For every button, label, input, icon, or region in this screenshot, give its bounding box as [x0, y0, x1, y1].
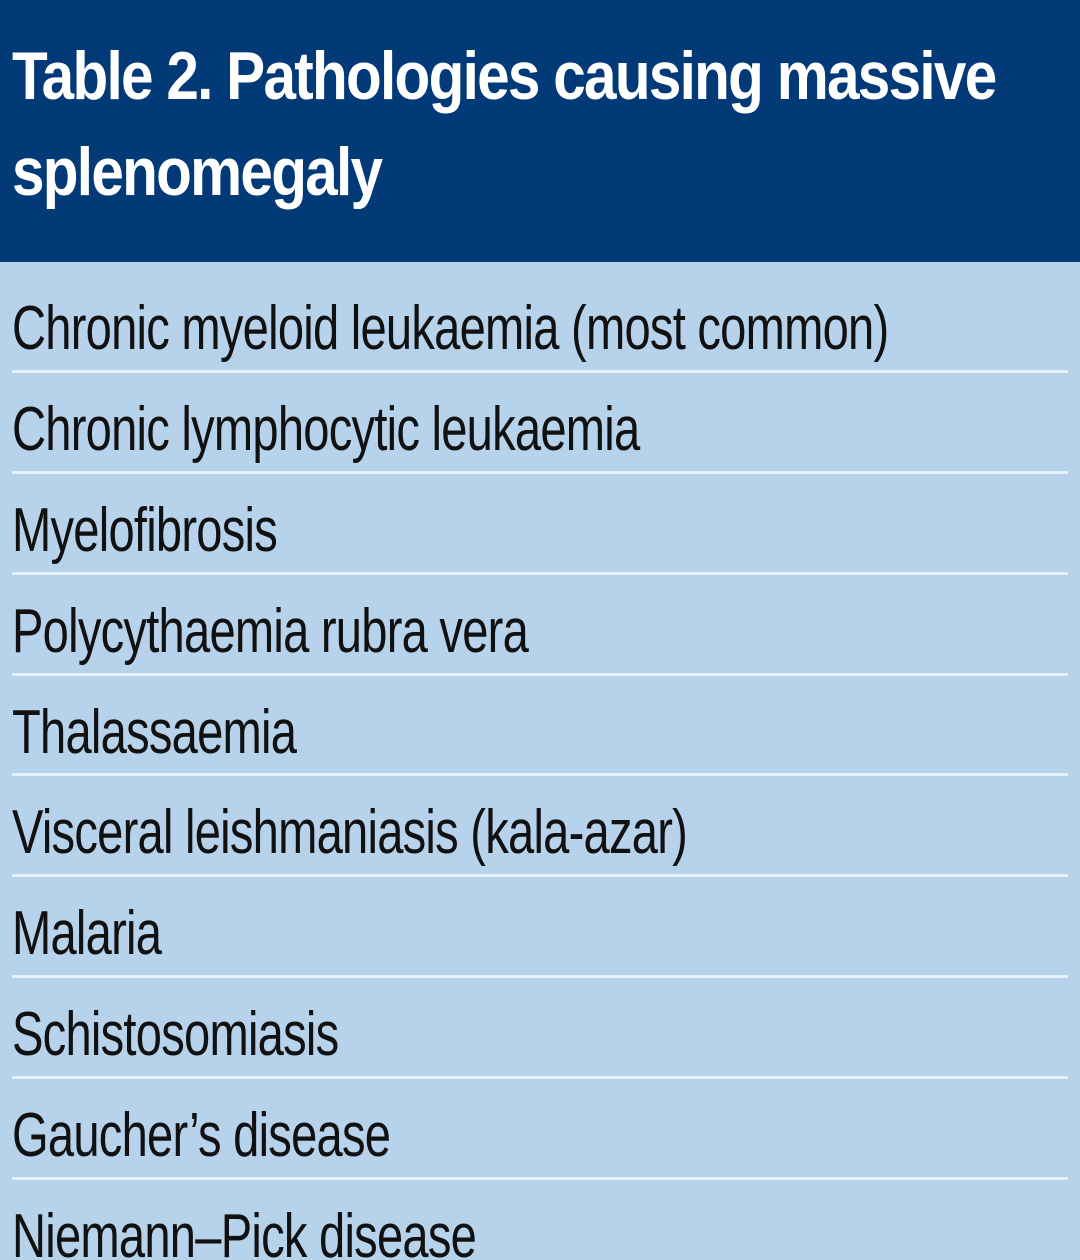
- table-row: [0, 776, 1080, 877]
- table-row-label: Chronic myeloid leukaemia (most common): [12, 294, 889, 363]
- table-body: [0, 272, 1080, 1260]
- table-row-label: Visceral leishmaniasis (kala-azar): [12, 798, 688, 868]
- table-row: [0, 676, 1080, 777]
- table-row-label: Schistosomiasis: [12, 1000, 339, 1070]
- table-row-label: Thalassaemia: [12, 697, 297, 767]
- table-row: [0, 978, 1080, 1079]
- table-row: [0, 1079, 1080, 1180]
- table-row: [0, 474, 1080, 575]
- table-row-label: Chronic lymphocytic leukaemia: [12, 394, 640, 464]
- table-row-label: Polycythaemia rubra vera: [12, 596, 529, 666]
- table-row-label: Niemann–Pick disease: [12, 1202, 477, 1260]
- table-row-label: Malaria: [12, 899, 162, 969]
- table-row-label: Myelofibrosis: [12, 495, 278, 565]
- table-row: [0, 1180, 1080, 1260]
- table-header: [0, 0, 1080, 262]
- table-row-label: Gaucher’s disease: [12, 1101, 391, 1171]
- table-row: [0, 373, 1080, 474]
- table-row: [0, 575, 1080, 676]
- table-title: Table 2. Pathologies causing massive splenomegaly: [12, 38, 996, 210]
- table-row: [0, 877, 1080, 978]
- table-row: [0, 272, 1080, 373]
